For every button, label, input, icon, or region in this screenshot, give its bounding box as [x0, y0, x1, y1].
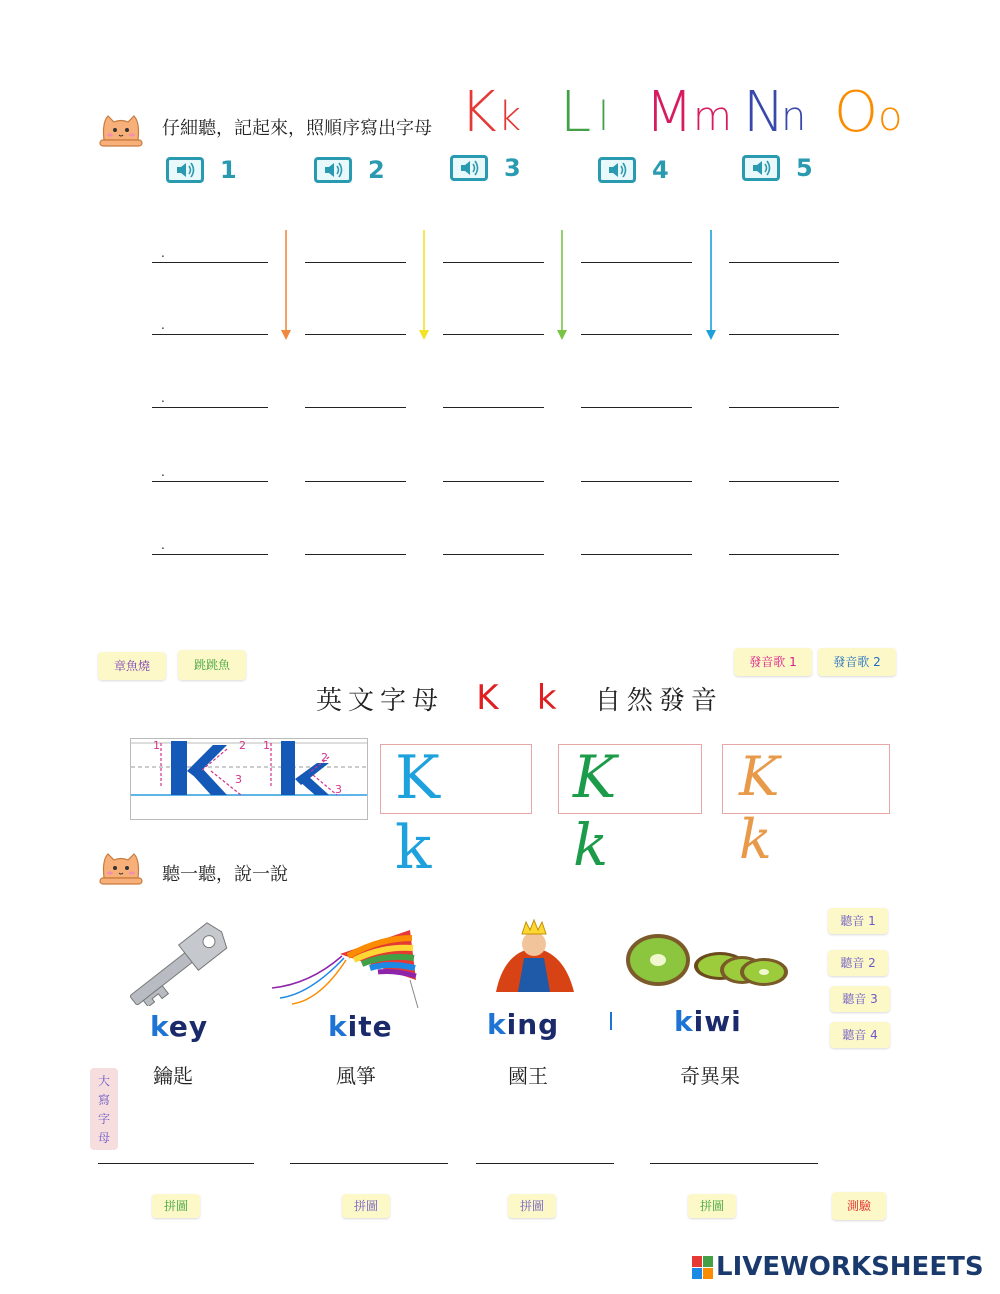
audio-button-5[interactable]	[742, 154, 813, 182]
instruction-listen-write: 仔細聽，記起來，照順序寫出字母	[162, 118, 432, 139]
quiz-button[interactable]: 測驗	[832, 1192, 886, 1220]
mudskipper-button[interactable]: 跳跳魚	[178, 650, 246, 680]
title-lower-k: k	[536, 678, 563, 718]
down-arrow-icon	[280, 230, 292, 342]
answer-line-r5-c1[interactable]	[152, 554, 268, 555]
speaker-icon[interactable]	[450, 155, 488, 181]
svg-text:2: 2	[321, 751, 328, 764]
answer-line-r2-c3[interactable]	[443, 334, 544, 335]
letter-m-upper: M	[645, 80, 694, 145]
answer-line-r3-c4[interactable]	[581, 407, 692, 408]
speaker-icon[interactable]	[598, 157, 636, 183]
liveworksheets-logo	[692, 1256, 714, 1284]
row-dot: .	[161, 538, 165, 552]
word-rest: ing	[506, 1008, 560, 1041]
side-char: 大	[97, 1074, 110, 1088]
letter-n-lower: n	[781, 94, 807, 140]
letters-kl-mn-o	[460, 80, 910, 145]
audio-number: 5	[796, 154, 813, 182]
title-post: 自然發音	[594, 686, 723, 716]
word-first-letter: k	[674, 1005, 694, 1038]
phonics-title	[316, 678, 723, 718]
word-first-letter: k	[487, 1008, 507, 1041]
answer-line-r3-c1[interactable]	[152, 407, 268, 408]
listen-button-1[interactable]: 聽音 1	[828, 908, 888, 934]
stroke-order-box	[130, 738, 368, 820]
puzzle-button-3[interactable]: 拼圖	[508, 1194, 556, 1218]
word-rest: ey	[168, 1010, 209, 1043]
letter-m-lower: m	[693, 94, 732, 140]
print-k-box	[380, 743, 532, 883]
phonics-song-2-button[interactable]: 發音歌 2	[818, 648, 896, 676]
chinese-meaning: 風箏	[336, 1064, 376, 1088]
letter-l-lower: l	[598, 94, 610, 140]
down-arrow-icon	[705, 230, 717, 342]
answer-line-kite[interactable]	[290, 1163, 448, 1164]
answer-line-king[interactable]	[476, 1163, 614, 1164]
row-dot: .	[161, 391, 165, 405]
answer-line-r5-c2[interactable]	[305, 554, 406, 555]
answer-line-r4-c3[interactable]	[443, 481, 544, 482]
audio-number: 3	[504, 154, 521, 182]
word-first-letter: k	[328, 1010, 348, 1043]
word-rest: ite	[347, 1010, 393, 1043]
answer-line-r5-c4[interactable]	[581, 554, 692, 555]
audio-button-4[interactable]	[598, 156, 669, 184]
chinese-meaning: 鑰匙	[153, 1064, 193, 1088]
speaker-icon[interactable]	[314, 157, 352, 183]
side-char: 母	[97, 1131, 110, 1145]
audio-number: 4	[652, 156, 669, 184]
puzzle-button-1[interactable]: 拼圖	[152, 1194, 200, 1218]
answer-line-r4-c4[interactable]	[581, 481, 692, 482]
answer-line-r5-c3[interactable]	[443, 554, 544, 555]
row-dot: .	[161, 318, 165, 332]
svg-text:3: 3	[235, 773, 242, 786]
answer-line-r1-c1[interactable]	[152, 262, 268, 263]
audio-number: 2	[368, 156, 385, 184]
row-dot: .	[161, 465, 165, 479]
word-first-letter: k	[150, 1010, 169, 1043]
answer-line-r3-c5[interactable]	[729, 407, 839, 408]
svg-text:1: 1	[263, 739, 270, 752]
answer-line-r4-c5[interactable]	[729, 481, 839, 482]
word-king	[487, 1008, 559, 1041]
answer-line-r3-c3[interactable]	[443, 407, 544, 408]
listen-button-2[interactable]: 聽音 2	[828, 950, 888, 976]
answer-line-r5-c5[interactable]	[729, 554, 839, 555]
audio-button-2[interactable]	[314, 156, 385, 184]
answer-line-r1-c5[interactable]	[729, 262, 839, 263]
speaker-icon[interactable]	[166, 157, 204, 183]
kiwi-icon	[624, 930, 792, 994]
italic-k-box	[558, 743, 702, 879]
down-arrow-icon	[556, 230, 568, 342]
stroke-num: 1	[153, 739, 160, 752]
svg-text:2: 2	[239, 739, 246, 752]
audio-number: 1	[220, 156, 237, 184]
key-icon	[120, 920, 240, 1010]
speaker-icon[interactable]	[742, 155, 780, 181]
side-char: 字	[97, 1112, 110, 1126]
answer-line-r4-c1[interactable]	[152, 481, 268, 482]
cursive-k-box	[722, 744, 890, 871]
word-kite	[328, 1010, 393, 1043]
print-k-text: K k	[395, 743, 454, 883]
answer-line-kiwi[interactable]	[650, 1163, 818, 1164]
cat-icon-2	[98, 848, 144, 886]
puzzle-button-2[interactable]: 拼圖	[342, 1194, 390, 1218]
row-dot: .	[161, 246, 165, 260]
answer-line-r2-c2[interactable]	[305, 334, 406, 335]
chinese-meaning: 奇異果	[680, 1064, 740, 1088]
answer-line-r1-c2[interactable]	[305, 262, 406, 263]
letter-k-upper: K	[460, 80, 497, 145]
cat-icon	[98, 110, 144, 148]
word-kiwi	[674, 1005, 742, 1038]
answer-line-r2-c1[interactable]	[152, 334, 268, 335]
kite-icon	[270, 924, 420, 1014]
logo-icon	[692, 1256, 714, 1280]
audio-button-1[interactable]	[166, 156, 237, 184]
italic-k-text: K k	[573, 743, 629, 879]
answer-line-r2-c5[interactable]	[729, 334, 839, 335]
cursive-k-text: K k	[739, 745, 806, 871]
title-upper-k: K	[476, 678, 505, 718]
letter-l-upper: L	[560, 80, 592, 145]
side-char: 寫	[97, 1093, 110, 1107]
king-icon	[484, 918, 584, 998]
letter-o-upper: O	[834, 80, 879, 145]
word-key	[150, 1010, 208, 1043]
word-rest: iwi	[693, 1005, 742, 1038]
answer-line-r1-c4[interactable]	[581, 262, 692, 263]
chinese-meaning: 國王	[508, 1064, 548, 1088]
phonics-song-1-button[interactable]: 發音歌 1	[734, 648, 812, 676]
answer-line-r4-c2[interactable]	[305, 481, 406, 482]
listen-button-3[interactable]: 聽音 3	[830, 986, 890, 1012]
listen-button-4[interactable]: 聽音 4	[830, 1022, 890, 1048]
down-arrow-icon	[418, 230, 430, 342]
puzzle-button-4[interactable]: 拼圖	[688, 1194, 736, 1218]
answer-line-r2-c4[interactable]	[581, 334, 692, 335]
letter-o-lower: o	[878, 94, 903, 140]
answer-line-r3-c2[interactable]	[305, 407, 406, 408]
text-cursor	[610, 1012, 612, 1030]
letter-n-upper: N	[743, 80, 785, 145]
instruction-listen-speak: 聽一聽，說一說	[162, 864, 288, 885]
footer-brand: LIVEWORKSHEETS	[716, 1252, 984, 1282]
audio-button-3[interactable]	[450, 154, 521, 182]
answer-line-key[interactable]	[98, 1163, 254, 1164]
uppercase-side-label	[90, 1068, 118, 1150]
letter-k-lower: k	[498, 94, 522, 140]
octopus-ball-button[interactable]: 章魚燒	[98, 652, 166, 680]
svg-text:3: 3	[335, 783, 342, 796]
answer-line-r1-c3[interactable]	[443, 262, 544, 263]
title-pre: 英文字母	[316, 686, 445, 716]
